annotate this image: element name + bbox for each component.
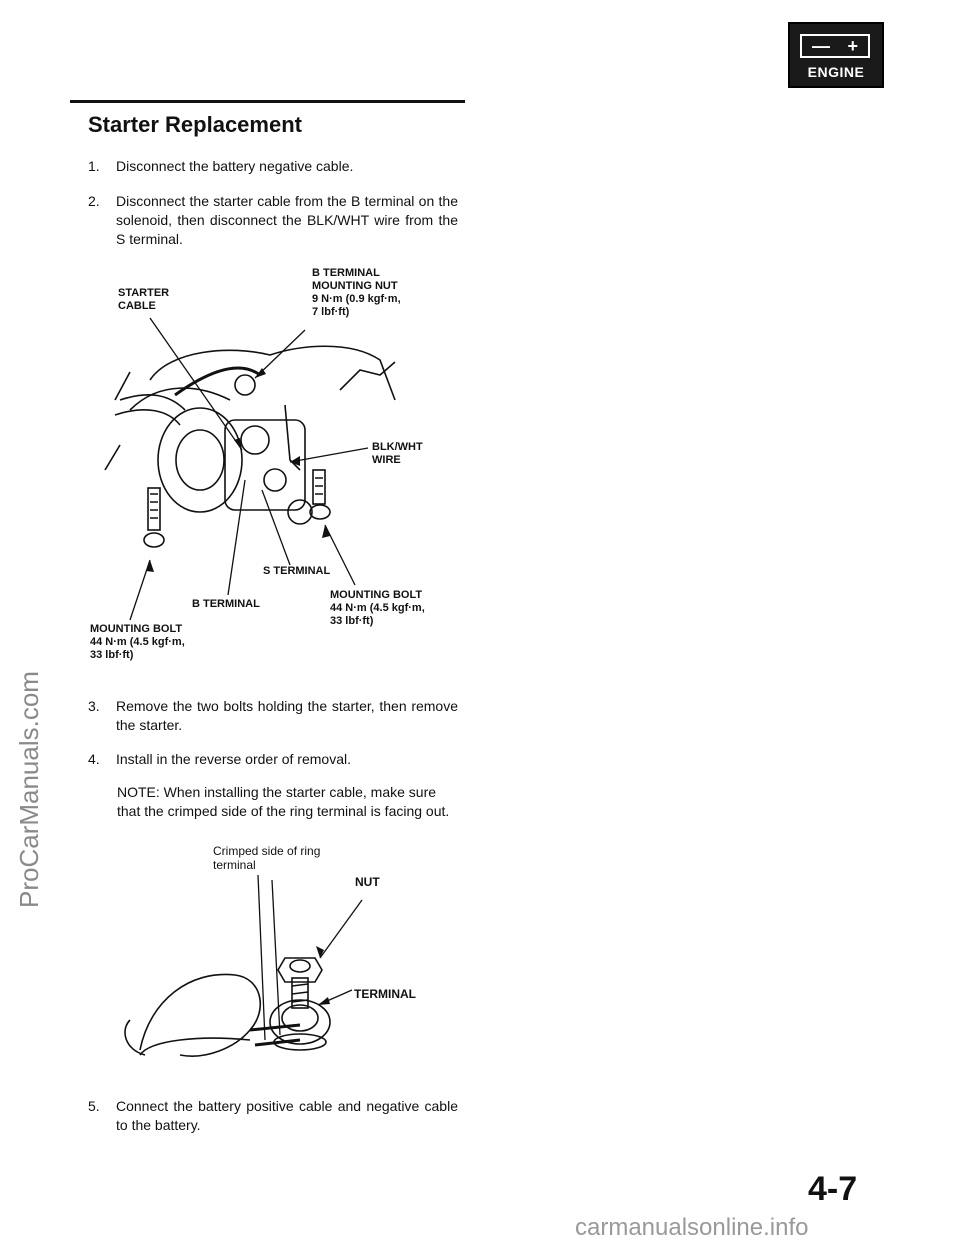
footer-watermark: carmanualsonline.info: [575, 1214, 809, 1241]
callout-line: terminal: [213, 858, 256, 872]
page-number: 4-7: [808, 1170, 858, 1208]
callout-line: B TERMINAL: [312, 267, 380, 279]
engine-badge-label: ENGINE: [807, 64, 865, 80]
step-text: Disconnect the battery negative cable.: [116, 158, 354, 174]
callout-nut: NUT: [355, 875, 380, 889]
callout-line: 9 N·m (0.9 kgf·m,: [312, 293, 401, 305]
battery-plus-glyph: +: [847, 36, 858, 56]
callout-line: STARTER: [118, 287, 170, 299]
step-number: 3.: [88, 698, 100, 714]
callout-line: MOUNTING BOLT: [330, 589, 423, 601]
step-number: 2.: [88, 193, 100, 209]
note-text: NOTE: When installing the starter cable, make sure that the crimped side of the ring terminal is facing out.: [117, 784, 450, 819]
callout-line: 44 N·m (4.5 kgf·m,: [90, 636, 185, 648]
callout-s-terminal: S TERMINAL: [263, 565, 331, 577]
step-number: 4.: [88, 751, 100, 767]
callout-line: Crimped side of ring: [213, 844, 321, 858]
callout-line: 33 lbf·ft): [330, 615, 374, 627]
battery-minus-glyph: —: [812, 36, 830, 56]
callout-line: 44 N·m (4.5 kgf·m,: [330, 602, 425, 614]
step-text: Install in the reverse order of removal.: [116, 751, 351, 767]
callout-terminal: TERMINAL: [354, 987, 416, 1001]
step-number: 5.: [88, 1098, 100, 1114]
callout-crimped-side: [213, 844, 320, 872]
callout-line: WIRE: [372, 454, 401, 466]
step-text: Remove the two bolts holding the starter, then remove the starter.: [116, 698, 458, 733]
callout-line: CABLE: [118, 300, 156, 312]
page-title: Starter Replacement: [88, 112, 302, 137]
callout-line: MOUNTING NUT: [312, 280, 398, 292]
step-number: 1.: [88, 158, 100, 174]
step-text: Connect the battery positive cable and negative cable to the battery.: [116, 1098, 458, 1133]
callout-line: MOUNTING BOLT: [90, 623, 183, 635]
step-text: Disconnect the starter cable from the B terminal on the solenoid, then disconnect the BLK/WHT wire from the S terminal.: [116, 193, 458, 247]
callout-b-terminal: B TERMINAL: [192, 598, 260, 610]
watermark-text: ProCarManuals.com: [14, 671, 44, 908]
callout-line: 7 lbf·ft): [312, 306, 350, 318]
step-5: [88, 1097, 458, 1135]
callout-line: BLK/WHT: [372, 441, 423, 453]
callout-line: 33 lbf·ft): [90, 649, 134, 661]
